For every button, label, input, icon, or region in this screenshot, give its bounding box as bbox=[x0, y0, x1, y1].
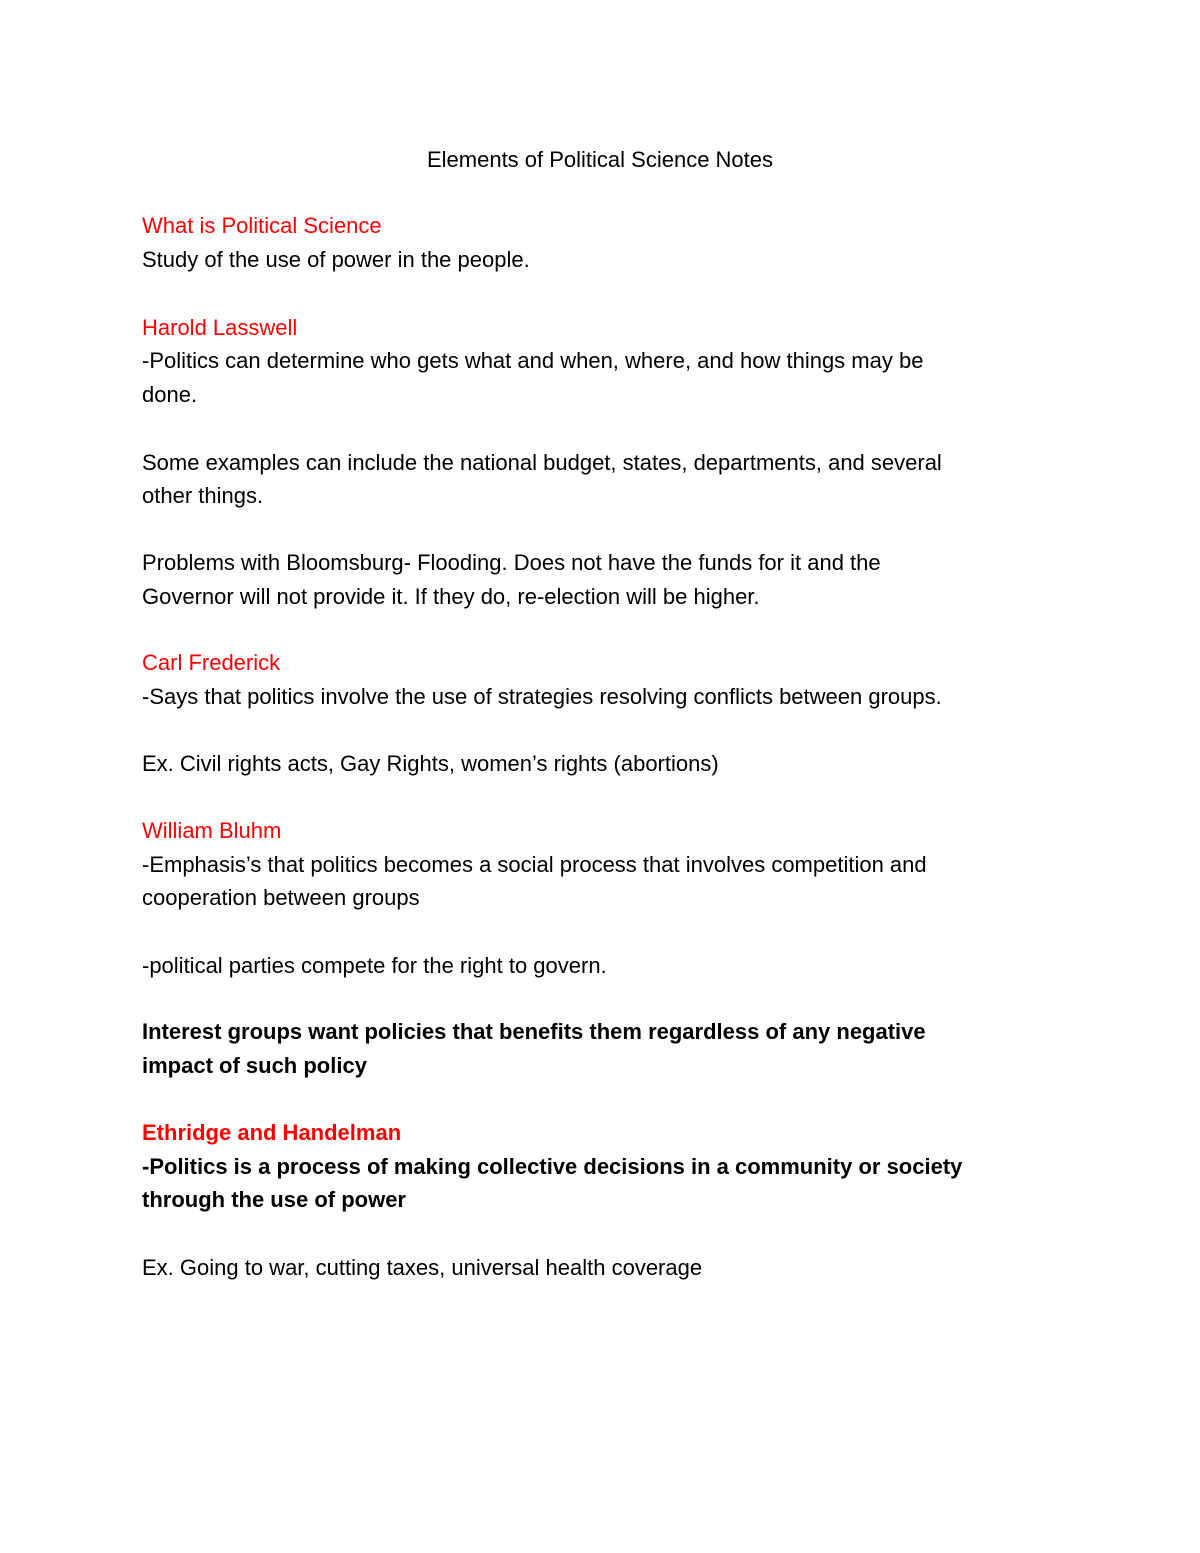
body-line: cooperation between groups bbox=[142, 885, 420, 910]
section-heading-lasswell: Harold Lasswell bbox=[142, 315, 298, 340]
body-line: -Says that politics involve the use of strategies resolving conflicts between groups. bbox=[142, 684, 942, 709]
body-line-bold: Interest groups want policies that benefits them regardless of any negative bbox=[142, 1019, 926, 1044]
body-line-bold: through the use of power bbox=[142, 1187, 406, 1212]
document-title: Elements of Political Science Notes bbox=[426, 147, 774, 172]
body-line-bold: impact of such policy bbox=[142, 1053, 367, 1078]
body-line: -political parties compete for the right to govern. bbox=[142, 953, 607, 978]
body-line-bold: -Politics is a process of making collective decisions in a community or society bbox=[142, 1154, 963, 1179]
section-heading-ethridge: Ethridge and Handelman bbox=[142, 1120, 402, 1145]
body-line: other things. bbox=[142, 483, 264, 508]
body-line: Ex. Going to war, cutting taxes, universal health coverage bbox=[142, 1255, 703, 1280]
body-line: Ex. Civil rights acts, Gay Rights, women’s rights (abortions) bbox=[142, 751, 719, 776]
body-line: -Emphasis’s that politics becomes a social process that involves competition and bbox=[142, 852, 927, 877]
section-heading-what-is: What is Political Science bbox=[142, 213, 382, 238]
body-line: -Politics can determine who gets what and when, where, and how things may be bbox=[142, 348, 924, 373]
body-line: Some examples can include the national budget, states, departments, and several bbox=[142, 450, 942, 475]
section-heading-bluhm: William Bluhm bbox=[142, 818, 282, 843]
body-line: done. bbox=[142, 382, 198, 407]
body-line: Problems with Bloomsburg- Flooding. Does not have the funds for it and the bbox=[142, 550, 881, 575]
body-line: Governor will not provide it. If they do, re-election will be higher. bbox=[142, 584, 760, 609]
body-line: Study of the use of power in the people. bbox=[142, 247, 530, 272]
section-heading-frederick: Carl Frederick bbox=[142, 650, 281, 675]
